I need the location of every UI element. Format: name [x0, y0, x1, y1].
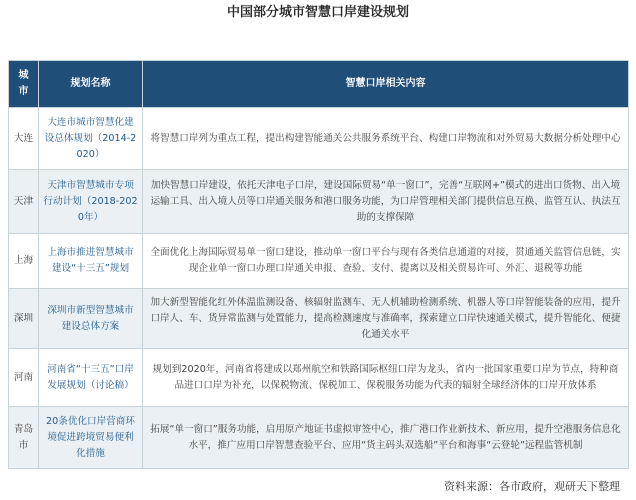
page-title: 中国部分城市智慧口岸建设规划	[226, 5, 409, 20]
plan-cell: 上海市推进智慧城市建设“十三五”规划	[39, 234, 143, 289]
header-plan: 规划名称	[39, 61, 143, 108]
plan-cell: 深圳市新型智慧城市建设总体方案	[39, 289, 143, 349]
table-row	[9, 289, 629, 349]
plan-cell: 河南省“十三五”口岸发展规划（讨论稿）	[39, 349, 143, 407]
content-cell: 拓展“单一窗口”服务功能，启用原产地证书虚拟审签中心，推广港口作业新技术、新应用，提升空港服务信息化水平，推广应用口岸智慧查验平台、应用“货主码头双选船”平台和海事“云登轮”远程监管机制	[143, 407, 629, 469]
city-cell: 大连	[9, 108, 39, 170]
table-row	[9, 170, 629, 234]
header-content: 智慧口岸相关内容	[143, 61, 629, 108]
city-cell: 上海	[9, 234, 39, 289]
content-cell: 加大新型智能化红外体温监测设备、核辐射监测车、无人机辅助检测系统、机器人等口岸智能装备的应用，提升口岸人、车、货异常监测与处置能力，提高检测速度与准确率，探索建立口岸快速通关模式，提升智能化、便捷化通关水平	[143, 289, 629, 349]
content-cell: 规划到2020年，河南省将建成以郑州航空和铁路国际枢纽口岸为龙头，省内一批国家重要口岸为节点，特种商品进口口岸为补充，以保税物流、保税加工、保税服务功能为代表的辐射全球经济体的口岸开放体系	[143, 349, 629, 407]
table-header-row	[9, 61, 629, 108]
table-row	[9, 108, 629, 170]
city-cell: 河南	[9, 349, 39, 407]
city-cell: 青岛市	[9, 407, 39, 469]
city-cell: 天津	[9, 170, 39, 234]
table-row	[9, 349, 629, 407]
city-cell: 深圳	[9, 289, 39, 349]
planning-table	[8, 60, 629, 469]
content-cell: 将智慧口岸列为重点工程，提出构建智能通关公共服务系统平台、构建口岸物流和对外贸易大数据分析处理中心	[143, 108, 629, 170]
table-row	[9, 407, 629, 469]
plan-cell: 天津市智慧城市专项行动计划（2018-2020年）	[39, 170, 143, 234]
table-row	[9, 234, 629, 289]
header-city: 城市	[9, 61, 39, 108]
content-cell: 全面优化上海国际贸易单一窗口建设，推动单一窗口平台与现有各类信息通道的对接，贯通通关监管信息链，实现企业单一窗口办理口岸通关申报、查验、支付、提离以及相关贸易许可、外汇、退税等功能	[143, 234, 629, 289]
plan-cell: 大连市城市智慧化建设总体规划（2014-2020）	[39, 108, 143, 170]
source-note: 资料来源：各市政府，观研天下整理	[444, 480, 620, 493]
content-cell: 加快智慧口岸建设，依托天津电子口岸，建设国际贸易“单一窗口”，完善“互联网+”模式的进出口货物、出入境运输工具、出入境人员等口岸通关服务和港口服务功能，为口岸管理相关部门提供信息互换、监管互认、执法互助的支撑保障	[143, 170, 629, 234]
plan-cell: 20条优化口岸营商环境促进跨境贸易便利化措施	[39, 407, 143, 469]
